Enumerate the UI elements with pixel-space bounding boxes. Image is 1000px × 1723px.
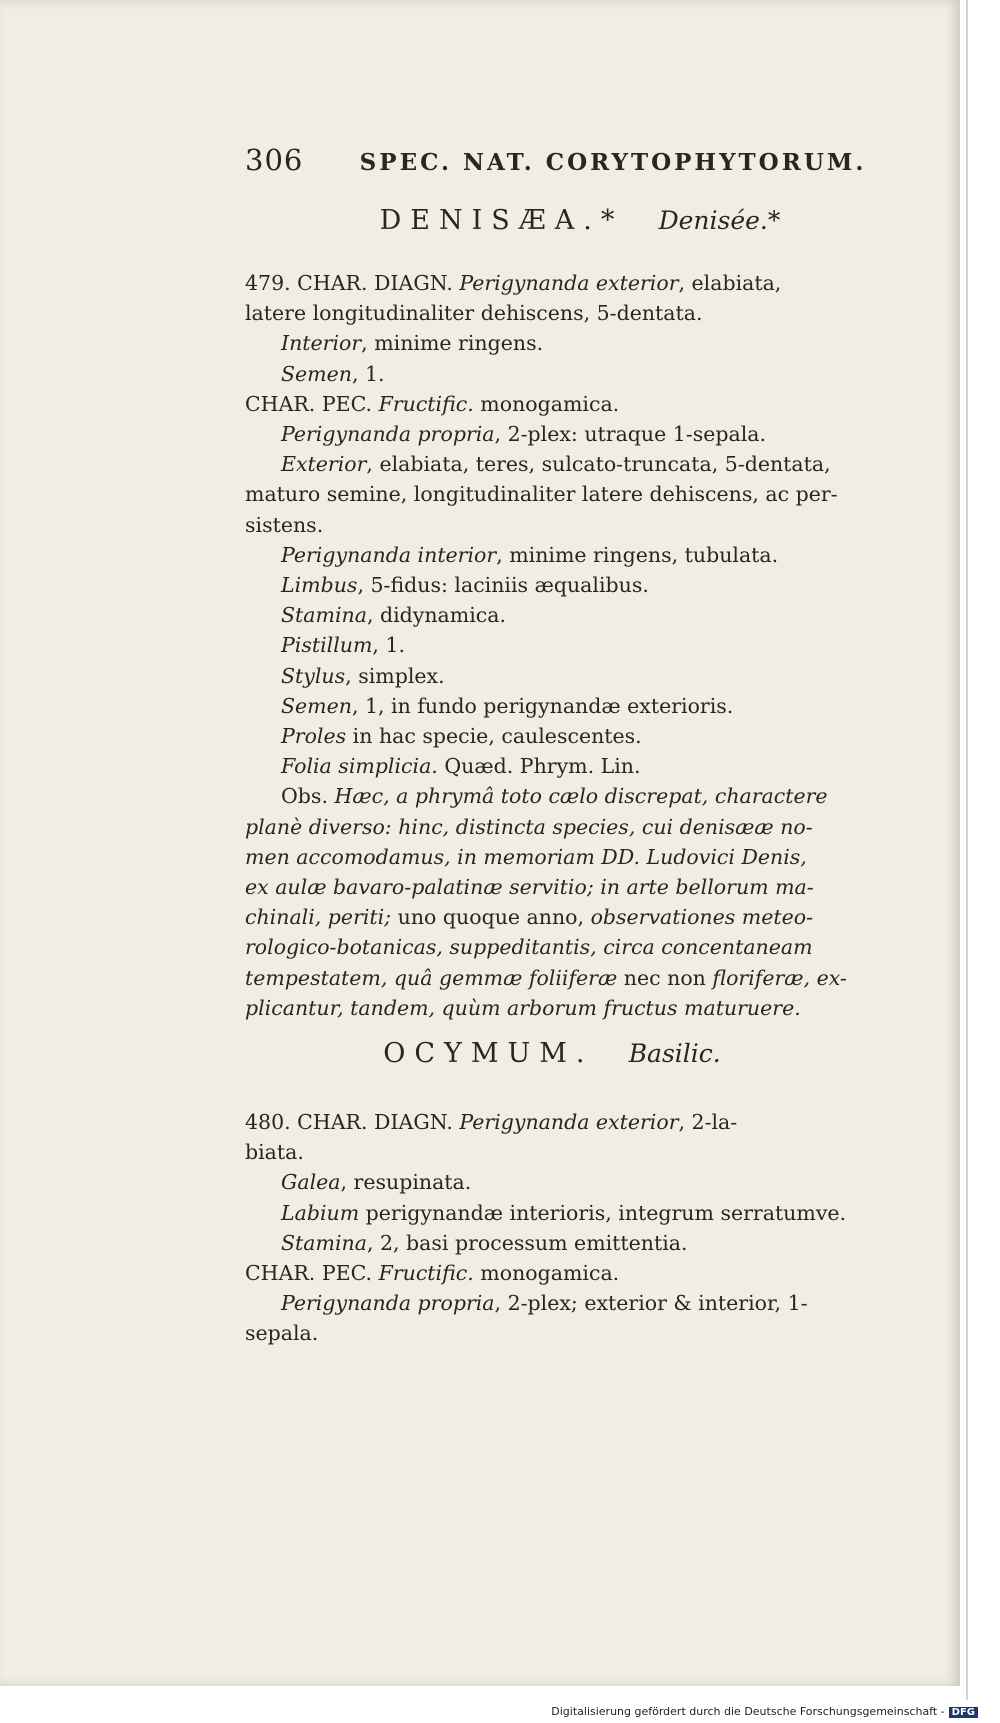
roman-segment: uno quoque anno, xyxy=(391,905,591,930)
italic-segment: Exterior xyxy=(281,452,367,477)
text-line xyxy=(245,842,885,872)
entry-480 xyxy=(245,1107,885,1349)
genus-vernacular: Denisée.* xyxy=(658,206,781,235)
italic-segment: Interior xyxy=(281,331,362,356)
entry-479 xyxy=(245,268,885,1023)
text-line xyxy=(245,510,885,540)
digitization-footer xyxy=(551,1705,978,1718)
roman-segment: in hac specie, caulescentes. xyxy=(346,724,642,749)
text-line xyxy=(245,721,885,751)
text-line xyxy=(245,1137,885,1167)
page-edge-divider xyxy=(966,0,968,1700)
roman-segment: nec non xyxy=(617,965,713,990)
italic-segment: floriferæ, ex- xyxy=(712,965,847,990)
roman-segment: , elabiata, xyxy=(678,271,782,295)
italic-segment: men accomodamus, in memoriam DD. Ludovici Denis, xyxy=(245,844,807,869)
text-line xyxy=(245,389,885,419)
italic-segment: Stamina xyxy=(281,603,367,628)
roman-segment: CHAR. PEC. xyxy=(245,391,379,416)
italic-segment: observationes meteo- xyxy=(590,905,813,930)
running-head-title: SPEC. NAT. CORYTOPHYTORUM. xyxy=(359,149,867,176)
text-line xyxy=(245,932,885,962)
italic-segment: Stamina xyxy=(281,1230,367,1255)
italic-segment: Pistillum xyxy=(281,633,373,658)
italic-segment: Perigynanda exterior xyxy=(459,1110,679,1134)
roman-segment: , 1, in fundo perigynandæ exterioris. xyxy=(351,693,734,718)
dfg-logo: DFG xyxy=(949,1707,978,1718)
roman-segment: , 1. xyxy=(372,633,406,658)
roman-segment: 479. CHAR. DIAGN. xyxy=(245,271,460,295)
text-line xyxy=(245,993,885,1023)
text-line xyxy=(245,1167,885,1197)
text-line xyxy=(245,540,885,570)
roman-segment: 480. CHAR. DIAGN. xyxy=(245,1110,460,1134)
text-line xyxy=(245,328,885,358)
roman-segment: , minime ringens, tubulata. xyxy=(496,542,779,567)
roman-segment: , minime ringens. xyxy=(361,331,544,356)
italic-segment: Proles xyxy=(281,724,347,749)
italic-segment: Perigynanda exterior xyxy=(459,271,679,295)
italic-segment: planè diverso: hinc, distincta species, cui denisææ no- xyxy=(245,814,813,839)
roman-segment: , elabiata, teres, sulcato-truncata, 5-dentata, xyxy=(366,452,831,477)
genus-name: OCYMUM. xyxy=(383,1038,594,1069)
italic-segment: rologico-botanicas, suppeditantis, circa concentaneam xyxy=(245,935,813,960)
footer-text: Digitalisierung gefördert durch die Deutsche Forschungsgemeinschaft - xyxy=(551,1705,945,1718)
text-line xyxy=(245,1258,885,1288)
roman-segment: monogamica. xyxy=(473,1261,620,1286)
text-line xyxy=(245,963,885,993)
italic-segment: ex aulæ bavaro-palatinæ servitio; in arte bellorum ma- xyxy=(245,875,814,900)
text-line xyxy=(245,419,885,449)
page-number: 306 xyxy=(245,143,304,177)
italic-segment: Limbus xyxy=(281,573,358,598)
italic-segment: Hæc, a phrymâ toto cælo discrepat, charactere xyxy=(334,784,828,809)
text-line xyxy=(245,630,885,660)
italic-segment: Perigynanda propria xyxy=(281,422,495,447)
roman-segment: , 5-fidus: laciniis æqualibus. xyxy=(357,573,649,598)
text-line xyxy=(245,298,885,328)
roman-segment: latere longitudinaliter dehiscens, 5-dentata. xyxy=(245,301,703,326)
text-line xyxy=(245,1318,885,1348)
genus-heading-ocymum xyxy=(72,1038,1000,1069)
roman-segment: monogamica. xyxy=(473,391,620,416)
roman-segment: sepala. xyxy=(245,1321,319,1346)
text-line xyxy=(245,1107,885,1137)
roman-segment: Quæd. Phrym. Lin. xyxy=(437,754,641,779)
italic-segment: Labium xyxy=(281,1200,360,1225)
text-line xyxy=(245,570,885,600)
text-line xyxy=(245,449,885,479)
roman-segment: biata. xyxy=(245,1140,304,1165)
italic-segment: Stylus xyxy=(281,663,346,688)
genus-name: DENISÆA.* xyxy=(379,205,624,236)
italic-segment: Galea xyxy=(281,1170,341,1195)
italic-segment: Folia simplicia. xyxy=(281,754,438,779)
roman-segment: maturo semine, longitudinaliter latere dehiscens, ac per- xyxy=(245,482,838,507)
roman-segment: , resupinata. xyxy=(340,1170,472,1195)
text-line xyxy=(245,600,885,630)
italic-segment: Fructific. xyxy=(378,391,474,416)
roman-segment: , 2-la- xyxy=(678,1110,738,1134)
text-line xyxy=(245,691,885,721)
italic-segment: plicantur, tandem, quùm arborum fructus maturuere. xyxy=(245,995,801,1020)
roman-segment: CHAR. PEC. xyxy=(245,1261,379,1286)
roman-segment: sistens. xyxy=(245,512,324,537)
roman-segment: Obs. xyxy=(281,784,335,809)
roman-segment: perigynandæ interioris, integrum serratumve. xyxy=(359,1200,847,1225)
text-line xyxy=(245,1288,885,1318)
text-line xyxy=(245,359,885,389)
text-line xyxy=(245,872,885,902)
text-line xyxy=(245,781,885,811)
text-line xyxy=(245,751,885,781)
italic-segment: Perigynanda interior xyxy=(281,542,497,567)
italic-segment: Fructific. xyxy=(378,1261,474,1286)
text-line xyxy=(245,1228,885,1258)
italic-segment: tempestatem, quâ gemmæ foliiferæ xyxy=(245,965,618,990)
italic-segment: Semen xyxy=(281,361,352,386)
text-line xyxy=(245,812,885,842)
genus-vernacular: Basilic. xyxy=(628,1039,721,1068)
roman-segment: , 2-plex; exterior & interior, 1- xyxy=(494,1291,808,1316)
roman-segment: , simplex. xyxy=(345,663,445,688)
running-head xyxy=(245,143,867,177)
roman-segment: , 1. xyxy=(351,361,385,386)
text-line xyxy=(245,1198,885,1228)
roman-segment: , 2, basi processum emittentia. xyxy=(366,1230,688,1255)
roman-segment: , 2-plex: utraque 1-sepala. xyxy=(494,422,767,447)
italic-segment: Semen xyxy=(281,693,352,718)
text-line xyxy=(245,902,885,932)
italic-segment: Perigynanda propria xyxy=(281,1291,495,1316)
text-line xyxy=(245,268,885,298)
roman-segment: , didynamica. xyxy=(366,603,506,628)
genus-heading-denisaea xyxy=(100,205,1000,236)
text-line xyxy=(245,661,885,691)
text-line xyxy=(245,479,885,509)
italic-segment: chinali, periti; xyxy=(245,905,392,930)
